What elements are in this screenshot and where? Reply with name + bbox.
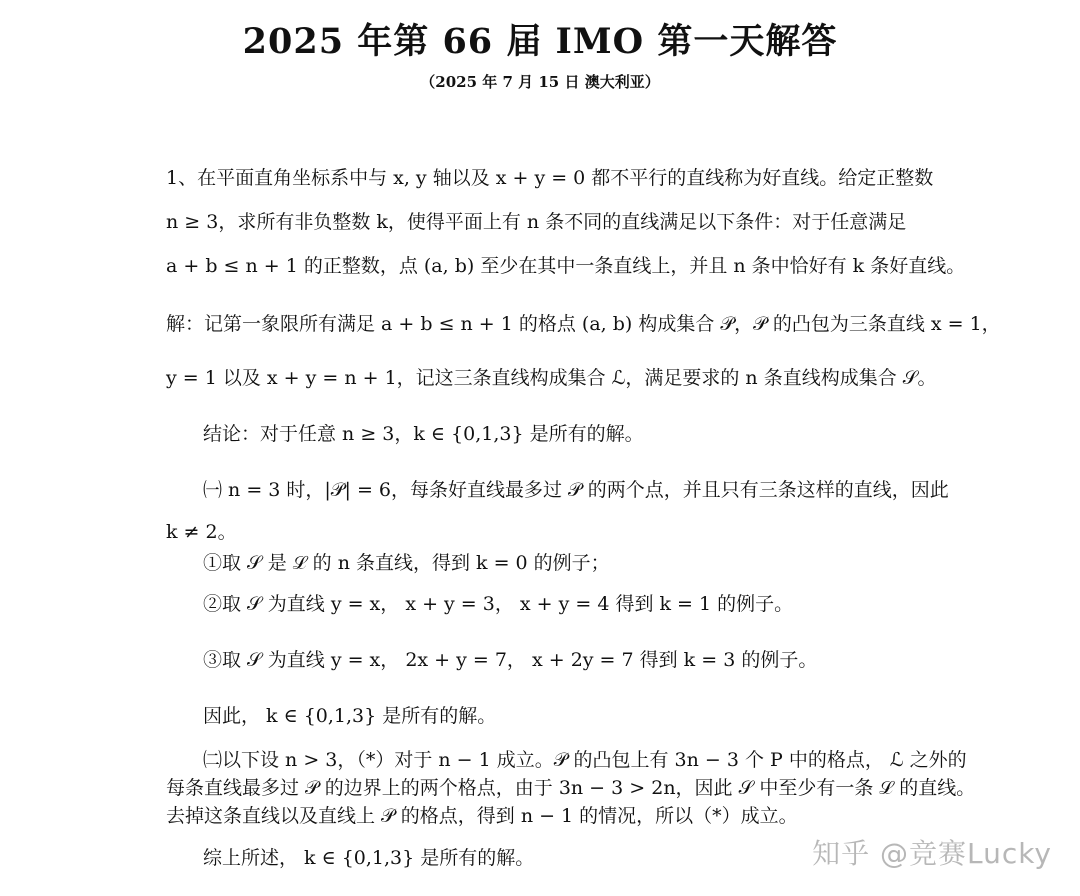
problem-line-1: 1、在平面直角坐标系中与 x, y 轴以及 x + y = 0 都不平行的直线称为好直线。给定正整数 <box>166 167 934 189</box>
conclusion-line: 结论：对于任意 n ≥ 3，k ∈ {0,1,3} 是所有的解。 <box>203 423 644 445</box>
document-subtitle: （2025 年 7 月 15 日 澳大利亚） <box>420 73 660 91</box>
example-3: ③取 𝒮 为直线 y = x， 2x + y = 7， x + 2y = 7 得到 k = 3 的例子。 <box>203 649 818 671</box>
zhihu-watermark: 知乎 @竞赛Lucky <box>812 837 1052 870</box>
example-1: ①取 𝒮 是 ℒ 的 n 条直线，得到 k = 0 的例子； <box>203 552 610 574</box>
problem-line-3: a + b ≤ n + 1 的正整数，点 (a, b) 至少在其中一条直线上，并且 n 条中恰好有 k 条好直线。 <box>166 255 966 277</box>
example-2: ②取 𝒮 为直线 y = x， x + y = 3， x + y = 4 得到 k = 1 的例子。 <box>203 593 794 615</box>
solution-line-2: y = 1 以及 x + y = n + 1，记这三条直线构成集合 ℒ，满足要求的 n 条直线构成集合 𝒮。 <box>166 367 937 389</box>
case1-line-2: k ≠ 2。 <box>166 521 237 543</box>
document-title: 2025 年第 66 届 IMO 第一天解答 <box>242 21 838 62</box>
case2-line-1: ㈡以下设 n > 3，（*）对于 n − 1 成立。𝒫 的凸包上有 3n − 3 个 P 中的格点， ℒ 之外的 <box>203 749 967 771</box>
case1-summary: 因此， k ∈ {0,1,3} 是所有的解。 <box>203 705 497 727</box>
problem-line-2: n ≥ 3，求所有非负整数 k，使得平面上有 n 条不同的直线满足以下条件：对于任意满足 <box>166 211 907 233</box>
case1-line-1: ㈠ n = 3 时，|𝒫| = 6，每条好直线最多过 𝒫 的两个点，并且只有三条这样的直线，因此 <box>203 479 949 501</box>
case2-line-2: 每条直线最多过 𝒫 的边界上的两个格点，由于 3n − 3 > 2n，因此 𝒮 中至少有一条 ℒ 的直线。 <box>166 777 976 799</box>
solution-line-1: 解：记第一象限所有满足 a + b ≤ n + 1 的格点 (a, b) 构成集合 𝒫，𝒫 的凸包为三条直线 x = 1， <box>166 313 1001 335</box>
case2-line-3: 去掉这条直线以及直线上 𝒫 的格点，得到 n − 1 的情况，所以（*）成立。 <box>166 805 798 827</box>
final-summary: 综上所述， k ∈ {0,1,3} 是所有的解。 <box>203 847 535 869</box>
